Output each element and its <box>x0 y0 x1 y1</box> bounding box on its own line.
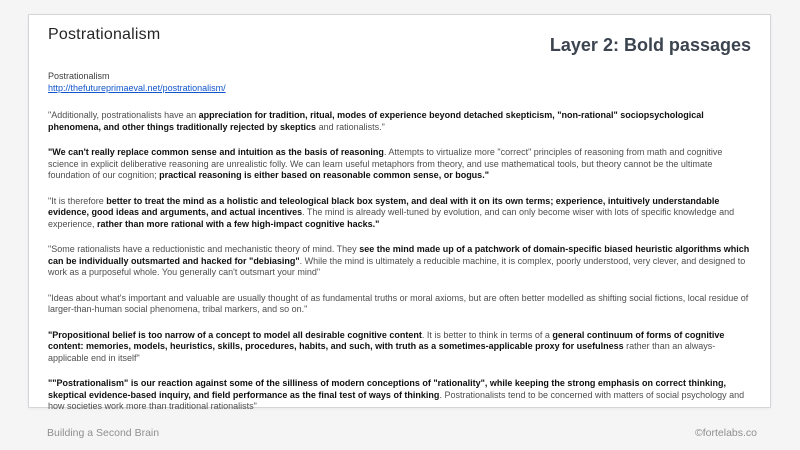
bold-passage: "We can't really replace common sense and intuition as the basis of reasoning <box>48 147 384 157</box>
quotes <box>48 110 751 413</box>
quote-paragraph <box>48 293 751 316</box>
quote-text: and rationalists." <box>316 121 385 132</box>
quote-text: "Additionally, postrationalists have an <box>48 110 199 120</box>
card-header <box>48 26 751 56</box>
footer-course-title: Building a Second Brain <box>47 427 160 439</box>
bold-passage: rather than more rational with a few high-impact cognitive hacks." <box>97 218 380 229</box>
quote-text: rather than an always-applicable end in itself" <box>48 341 716 363</box>
quote-text: "Some rationalists have a reductionistic and mechanistic theory of mind. They <box>48 244 360 254</box>
bold-passage: practical reasoning is either based on reasonable common sense, or bogus." <box>159 170 489 180</box>
quote-text: . It is better to think in terms of a <box>421 329 553 340</box>
quote-text: . While the mind is ultimately a reducible machine, it is complex, poorly understood, very clever, and designed to work as a purposeful whole. You generally can't outsmart your mind" <box>48 255 746 277</box>
bold-passage: see the mind made up of a patchwork of domain-specific biased heuristic algorithms which can be individually outsmarted and hacked for "debiasing" <box>48 244 750 266</box>
quote-text: . Postrationalists tend to be concerned with matters of social psychology and how societies work more than traditional rationalists" <box>48 389 745 411</box>
quote-text: . Attempts to virtualize more "correct" principles of reasoning from math and cognitive science in explicit deliberative reasoning are unrealistic folly. We can learn useful metaphors from theory, and use mathematical tools, but theory cannot be the ultimate foundation of our cognition; <box>48 147 723 180</box>
quote-paragraph <box>48 378 751 413</box>
bold-passage: appreciation for tradition, ritual, modes of experience beyond detached skepticism, "non-rational" sociopsychological phenomena, and other things traditionally rejected by skeptics <box>48 110 704 132</box>
quote-text: "It is therefore <box>48 195 107 206</box>
quote-paragraph <box>48 110 751 133</box>
bold-passage: general continuum of forms of cognitive content: memories, models, heuristics, skills, procedures, habits, and such, with truth as a sometimes-applicable proxy for usefulness <box>48 329 725 351</box>
source-block <box>48 70 751 94</box>
footer-copyright: ©fortelabs.co <box>694 427 757 439</box>
source-link[interactable]: http://thefutureprimaeval.net/postrationalism/ <box>48 83 226 93</box>
quote-text: . The mind is already well-tuned by evolution, and can only become wiser with lots of specific knowledge and experience, <box>48 207 735 229</box>
source-title: Postrationalism <box>48 71 110 81</box>
quote-paragraph <box>48 196 751 231</box>
quote-text: "Ideas about what's important and valuable are usually thought of as fundamental truths or moral axioms, but are often better modelled as shifting social fictions, local residue of larger-than-human social phenomena, tribal markers, and so on." <box>48 292 749 314</box>
quote-paragraph <box>48 147 751 182</box>
bold-passage: ""Postrationalism" is our reaction against some of the silliness of modern conceptions of "rationality", while keeping the strong emphasis on correct thinking, skeptical evidence-based inquiry, and field performance as the final test of ways of thinking <box>48 378 726 400</box>
quote-paragraph <box>48 330 751 365</box>
bold-passage: better to treat the mind as a holistic and teleological black box system, and deal with it on its own terms; experience, intuitively understandable evidence, good ideas and arguments, and actual incentives <box>48 195 720 217</box>
footer <box>47 427 757 439</box>
bold-passage: "Propositional belief is too narrow of a concept to model all desirable cognitive content <box>48 329 422 340</box>
slide-card <box>28 14 771 411</box>
quote-paragraph <box>48 244 751 279</box>
page-title: Postrationalism <box>48 26 161 43</box>
layer-label: Layer 2: Bold passages <box>549 35 751 55</box>
